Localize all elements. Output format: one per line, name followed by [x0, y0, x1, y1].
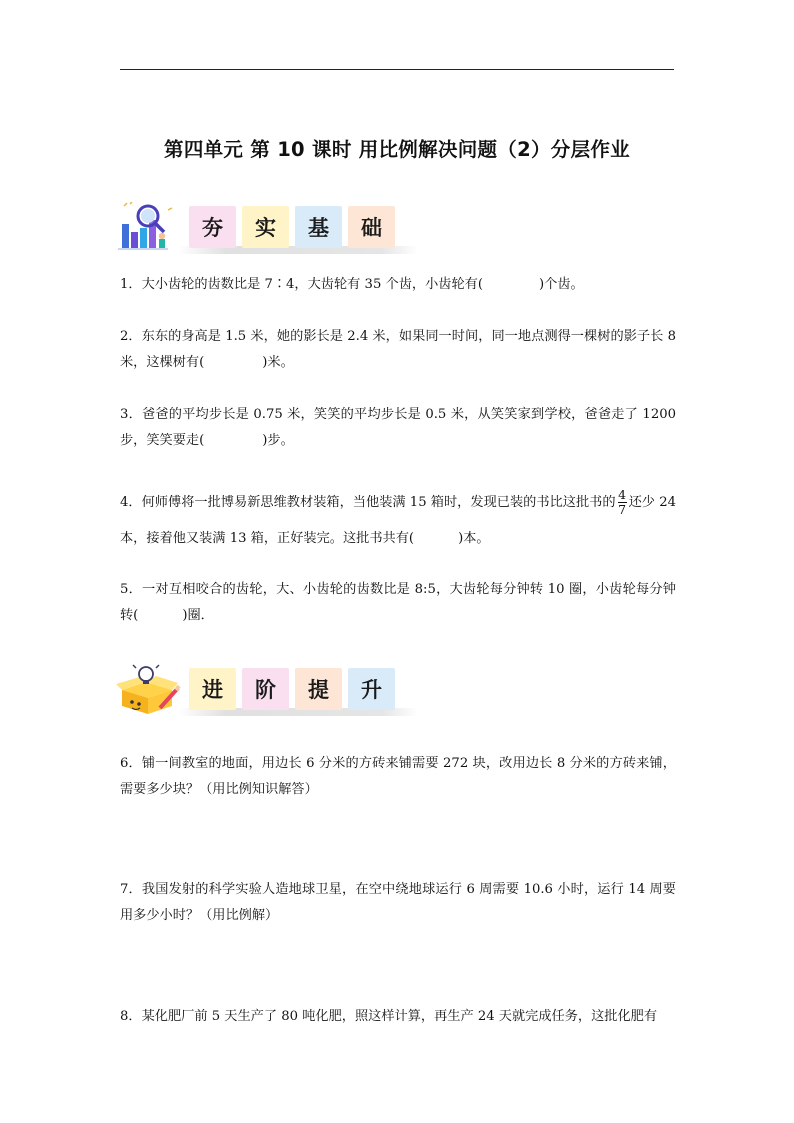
section-tile: 基 — [295, 206, 342, 248]
section-banner-advanced — [118, 664, 418, 718]
question-8: 8．某化肥厂前 5 天生产了 80 吨化肥，照这样计算，再生产 24 天就完成任务，这批化肥有 — [120, 1009, 658, 1024]
section-tile: 升 — [348, 668, 395, 710]
question-6: 6．铺一间教室的地面，用边长 6 分米的方砖来铺需要 272 块，改用边长 8 分米的方砖来铺，需要多少块？（用比例知识解答） — [120, 756, 676, 797]
section-tile: 提 — [295, 668, 342, 710]
magnifier-chart-icon — [118, 202, 180, 256]
section-tile: 实 — [242, 206, 289, 248]
page-title: 第四单元 第 10 课时 用比例解决问题（2）分层作业 — [164, 138, 630, 161]
section-tile: 础 — [348, 206, 395, 248]
section-tile: 阶 — [242, 668, 289, 710]
header-rule — [120, 69, 674, 70]
question-7: 7．我国发射的科学实验人造地球卫星，在空中绕地球运行 6 周需要 10.6 小时，运行 14 周要用多少小时？（用比例解） — [120, 882, 676, 923]
fraction: $\frac{4}{7}$ — [618, 487, 627, 517]
idea-box-icon — [116, 664, 182, 718]
question-1: 1．大小齿轮的齿数比是 7∶4，大齿轮有 35 个齿，小齿轮有( )个齿。 — [120, 277, 584, 292]
question-4: 4．何师傅将一批博易新思维教材装箱，当他装满 15 箱时，发现已装的书比这批书的 $\frac{4}{7}$ 还少 24 本，接着他又装满 13 箱，正好装完。这批书共有( )本。 — [120, 487, 676, 546]
question-3: 3．爸爸的平均步长是 0.75 米，笑笑的平均步长是 0.5 米，从笑笑家到学校，爸爸走了 1200 步，笑笑要走( )步。 — [120, 407, 676, 448]
section-banner-basic — [118, 202, 418, 256]
section-tile: 夯 — [189, 206, 236, 248]
section-tile: 进 — [189, 668, 236, 710]
question-2: 2．东东的身高是 1.5 米，她的影长是 2.4 米，如果同一时间，同一地点测得一棵树的影子长 8 米，这棵树有( )米。 — [120, 329, 676, 370]
question-5: 5．一对互相咬合的齿轮，大、小齿轮的齿数比是 8:5，大齿轮每分钟转 10 圈，小齿轮每分钟转( )圈． — [120, 582, 676, 623]
